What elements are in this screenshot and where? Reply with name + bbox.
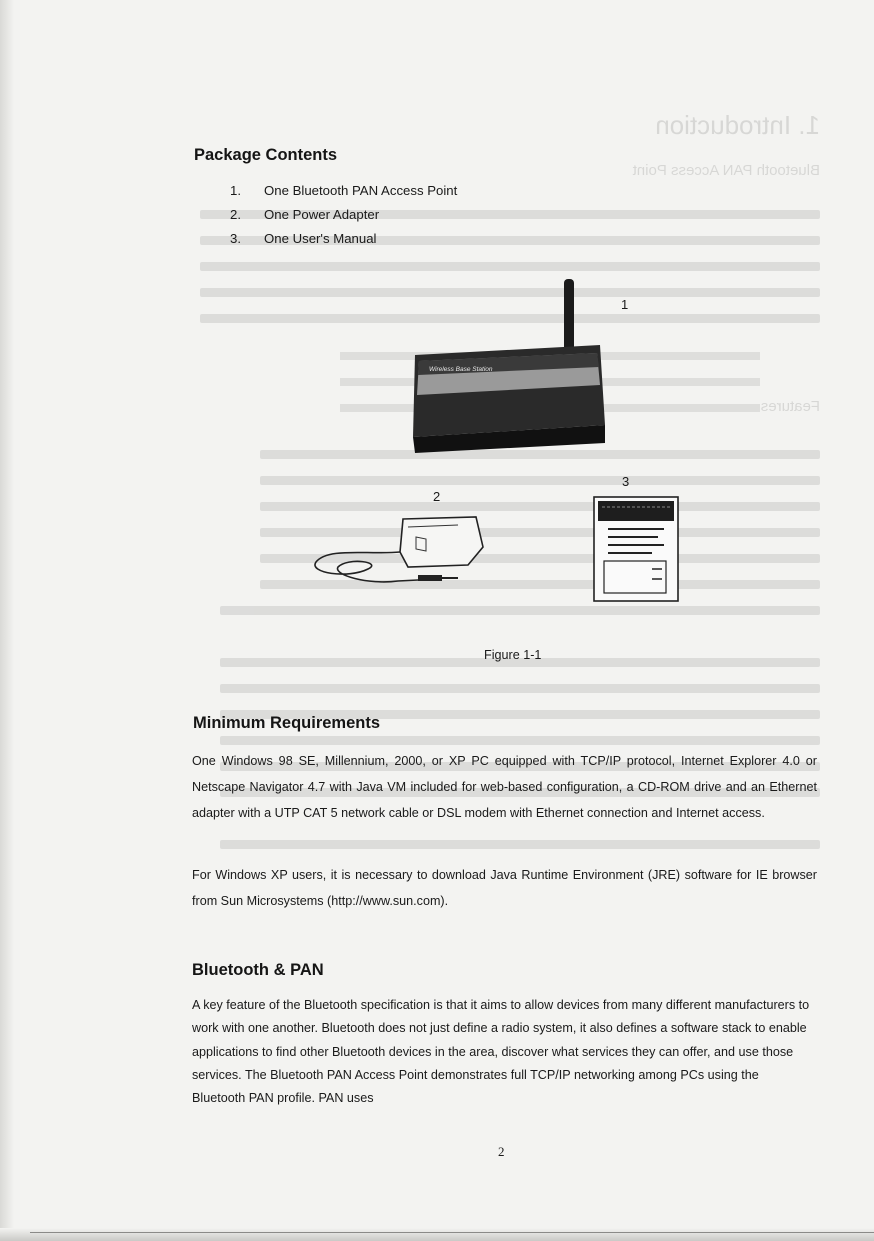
package-contents-list xyxy=(230,181,457,253)
bleed-title: 1. Introduction xyxy=(655,110,820,140)
requirements-paragraph-2: For Windows XP users, it is necessary to download Java Runtime Environment (JRE) software for IE browser from Sun Microsystems (http://www.sun.com). xyxy=(192,868,817,908)
device-label: Wireless Base Station xyxy=(429,366,493,373)
callout-1: 1 xyxy=(621,297,629,312)
bleed-features: Features xyxy=(760,398,820,415)
scan-bottom-line xyxy=(30,1232,874,1233)
bleed-subtitle: Bluetooth PAN Access Point xyxy=(632,162,820,179)
user-manual-illustration xyxy=(592,495,682,605)
callout-3: 3 xyxy=(622,474,630,489)
page-number: 2 xyxy=(498,1144,505,1159)
requirements-paragraph-1: One Windows 98 SE, Millennium, 2000, or XP PC equipped with TCP/IP protocol, Internet Explorer 4.0 or Netscape Navigator 4.7 with Java VM included for web-based configuration, a CD-ROM drive and an Ethernet adapter with a UTP CAT 5 network cable or DSL modem with Ethernet connection and Internet access. xyxy=(192,754,817,820)
bluetooth-pan-paragraph: A key feature of the Bluetooth specification is that it aims to allow devices from many different manufacturers to work with one another. Bluetooth does not just define a radio system, it also defines a software stack to enable applications to find other Bluetooth devices in the area, discover what services they can offer, and use those services. The Bluetooth PAN Access Point demonstrates full TCP/IP networking among PCs using the Bluetooth PAN profile. PAN uses xyxy=(192,998,810,1106)
list-item: 3. One User's Manual xyxy=(230,231,377,246)
bluetooth-pan-heading: Bluetooth & PAN xyxy=(192,961,324,979)
access-point-illustration xyxy=(405,275,610,455)
figure-caption: Figure 1-1 xyxy=(484,648,542,662)
package-contents-heading: Package Contents xyxy=(194,146,338,164)
scan-left-edge xyxy=(0,0,14,1241)
list-item: 1. One Bluetooth PAN Access Point xyxy=(230,183,458,198)
scan-bottom-edge xyxy=(0,1228,874,1241)
minimum-requirements-heading: Minimum Requirements xyxy=(193,714,381,732)
power-adapter-illustration xyxy=(308,507,508,597)
callout-2: 2 xyxy=(433,489,441,504)
list-item: 2. One Power Adapter xyxy=(230,207,380,222)
